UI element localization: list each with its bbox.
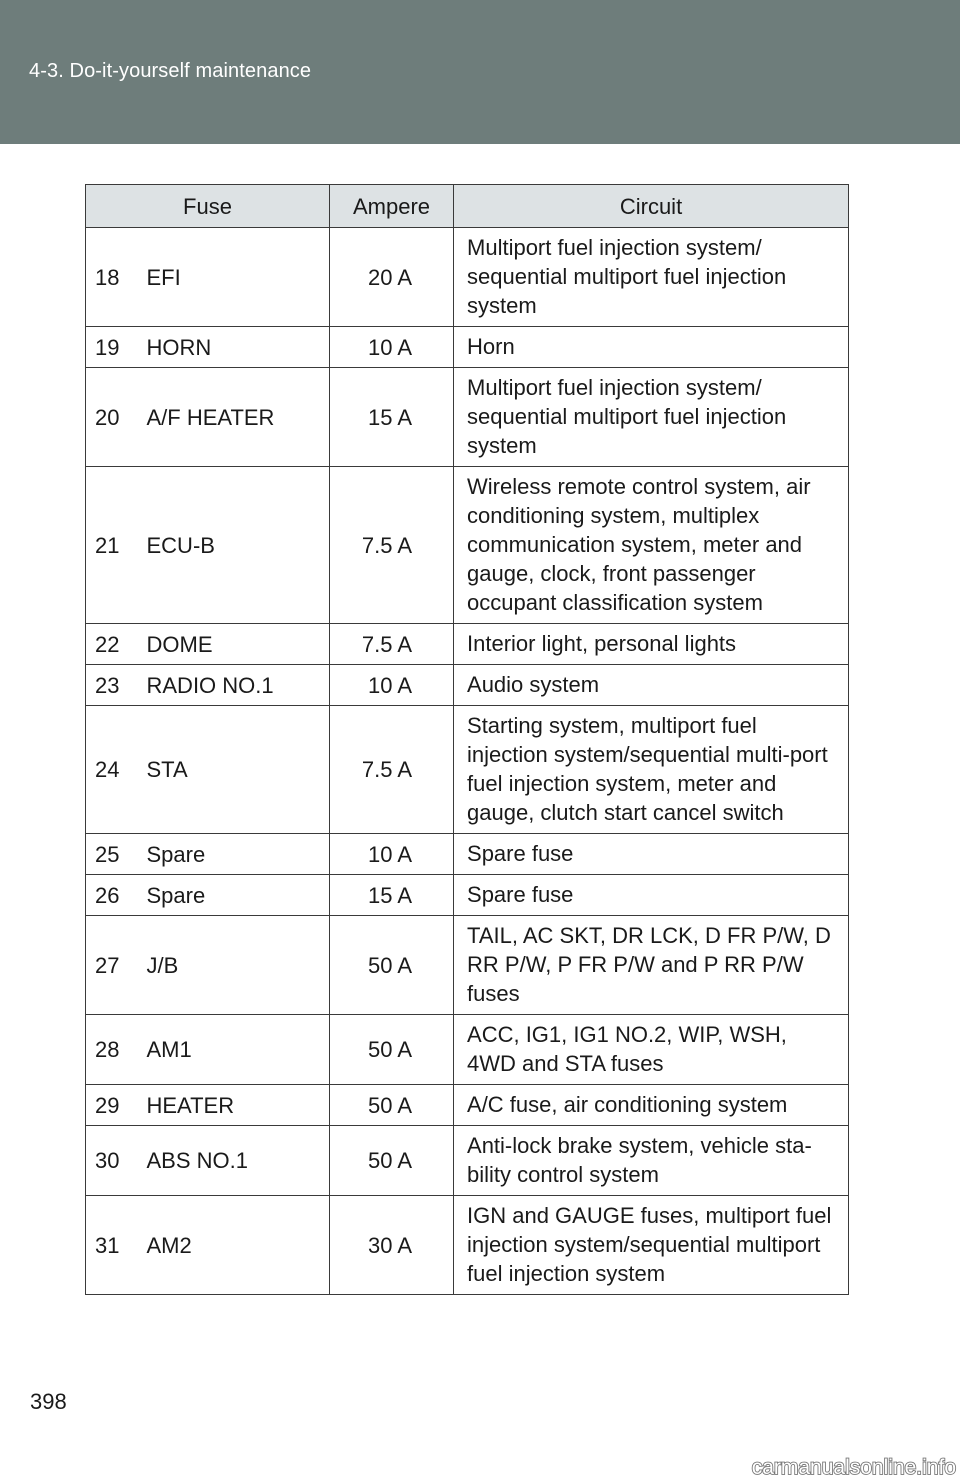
table-header-row — [86, 185, 849, 228]
fuse-number: 28 — [86, 1015, 133, 1085]
table-row — [86, 327, 849, 368]
fuse-circuit: Spare fuse — [454, 834, 849, 875]
fuse-number: 29 — [86, 1085, 133, 1126]
fuse-name: Spare — [133, 834, 330, 875]
fuse-name: RADIO NO.1 — [133, 665, 330, 706]
header-fuse: Fuse — [86, 185, 330, 228]
watermark-logo — [580, 1448, 960, 1484]
table-row — [86, 834, 849, 875]
fuse-number: 24 — [86, 706, 133, 834]
page-number: 398 — [30, 1389, 67, 1414]
header-band — [0, 0, 960, 144]
fuse-ampere: 7.5 A — [330, 624, 454, 665]
fuse-number: 27 — [86, 916, 133, 1015]
watermark-text: carmanualsonline.info — [751, 1456, 956, 1479]
table-row — [86, 665, 849, 706]
fuse-circuit: Multiport fuel injection system/ sequential multiport fuel injection system — [454, 228, 849, 327]
fuse-name: ABS NO.1 — [133, 1126, 330, 1196]
header-ampere: Ampere — [330, 185, 454, 228]
fuse-circuit: A/C fuse, air conditioning system — [454, 1085, 849, 1126]
fuse-number: 23 — [86, 665, 133, 706]
fuse-number: 26 — [86, 875, 133, 916]
fuse-name: HORN — [133, 327, 330, 368]
header-circuit: Circuit — [454, 185, 849, 228]
table-row — [86, 875, 849, 916]
fuse-circuit: Anti-lock brake system, vehicle sta-bility control system — [454, 1126, 849, 1196]
fuse-ampere: 7.5 A — [330, 467, 454, 624]
fuse-name: A/F HEATER — [133, 368, 330, 467]
fuse-name: STA — [133, 706, 330, 834]
fuse-circuit: Audio system — [454, 665, 849, 706]
fuse-ampere: 50 A — [330, 1085, 454, 1126]
fuse-number: 18 — [86, 228, 133, 327]
table-row — [86, 467, 849, 624]
fuse-name: HEATER — [133, 1085, 330, 1126]
fuse-circuit: Starting system, multiport fuel injection system/sequential multi-port fuel injection system, meter and gauge, clutch start cancel switch — [454, 706, 849, 834]
fuse-ampere: 20 A — [330, 228, 454, 327]
table-row — [86, 916, 849, 1015]
fuse-number: 31 — [86, 1196, 133, 1295]
fuse-ampere: 10 A — [330, 834, 454, 875]
table-row — [86, 1196, 849, 1295]
fuse-ampere: 50 A — [330, 1015, 454, 1085]
table-row — [86, 368, 849, 467]
fuse-ampere: 30 A — [330, 1196, 454, 1295]
fuse-circuit: Spare fuse — [454, 875, 849, 916]
fuse-name: Spare — [133, 875, 330, 916]
table-row — [86, 624, 849, 665]
fuse-circuit: IGN and GAUGE fuses, multiport fuel injection system/sequential multiport fuel injection system — [454, 1196, 849, 1295]
fuse-circuit: Interior light, personal lights — [454, 624, 849, 665]
fuse-number: 20 — [86, 368, 133, 467]
table-row — [86, 1085, 849, 1126]
fuse-circuit: Multiport fuel injection system/ sequential multiport fuel injection system — [454, 368, 849, 467]
table-row — [86, 228, 849, 327]
fuse-name: AM2 — [133, 1196, 330, 1295]
fuse-ampere: 7.5 A — [330, 706, 454, 834]
fuse-name: DOME — [133, 624, 330, 665]
fuse-ampere: 15 A — [330, 368, 454, 467]
fuse-ampere: 50 A — [330, 1126, 454, 1196]
fuse-ampere: 15 A — [330, 875, 454, 916]
fuse-number: 22 — [86, 624, 133, 665]
fuse-name: J/B — [133, 916, 330, 1015]
table-row — [86, 706, 849, 834]
fuse-name: AM1 — [133, 1015, 330, 1085]
fuse-number: 19 — [86, 327, 133, 368]
fuse-number: 25 — [86, 834, 133, 875]
fuse-ampere: 10 A — [330, 327, 454, 368]
fuse-circuit: Wireless remote control system, air conditioning system, multiplex communication system, meter and gauge, clock, front passenger occupant classification system — [454, 467, 849, 624]
fuse-circuit: ACC, IG1, IG1 NO.2, WIP, WSH, 4WD and STA fuses — [454, 1015, 849, 1085]
fuse-name: ECU-B — [133, 467, 330, 624]
fuse-name: EFI — [133, 228, 330, 327]
fuse-circuit: TAIL, AC SKT, DR LCK, D FR P/W, D RR P/W, P FR P/W and P RR P/W fuses — [454, 916, 849, 1015]
fuse-number: 21 — [86, 467, 133, 624]
section-title: 4-3. Do-it-yourself maintenance — [29, 60, 312, 82]
fuse-number: 30 — [86, 1126, 133, 1196]
fuse-table — [85, 184, 849, 1295]
fuse-ampere: 10 A — [330, 665, 454, 706]
table-row — [86, 1126, 849, 1196]
table-row — [86, 1015, 849, 1085]
fuse-ampere: 50 A — [330, 916, 454, 1015]
fuse-circuit: Horn — [454, 327, 849, 368]
